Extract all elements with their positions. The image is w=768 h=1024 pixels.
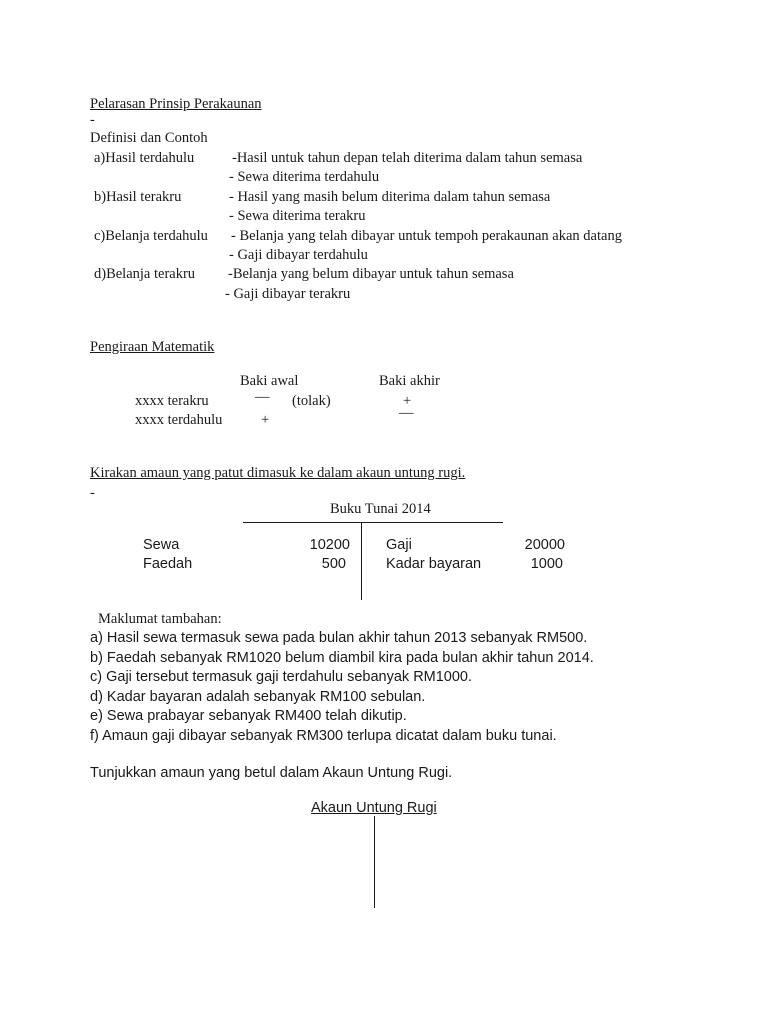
instruction-text: Tunjukkan amaun yang betul dalam Akaun Untung Rugi. — [90, 765, 453, 781]
definition-example-c: - Gaji dibayar terdahulu — [229, 247, 368, 263]
additional-info-item: a) Hasil sewa termasuk sewa pada bulan akhir tahun 2013 sebanyak RM500. — [90, 630, 588, 646]
definition-heading: Definisi dan Contoh — [90, 130, 208, 146]
math-heading: Pengiraan Matematik — [90, 339, 215, 355]
cash-book-top-rule — [243, 522, 503, 523]
cash-book-credit-item: Gaji — [386, 537, 412, 553]
math-col-opening: Baki awal — [240, 373, 299, 389]
definition-meaning-a: -Hasil untuk tahun depan telah diterima dalam tahun semasa — [232, 150, 583, 166]
additional-heading: Maklumat tambahan: — [98, 611, 222, 627]
definition-example-b: - Sewa diterima terakru — [229, 208, 366, 224]
definition-term-b: b)Hasil terakru — [94, 189, 182, 205]
stray-mark: - — [90, 485, 95, 501]
definition-term-c: c)Belanja terdahulu — [94, 228, 208, 244]
pl-account-title: Akaun Untung Rugi — [311, 800, 437, 816]
cash-book-credit-amount: 1000 — [530, 556, 563, 572]
math-minus-symbol: — — [255, 389, 270, 405]
definition-meaning-d: -Belanja yang belum dibayar untuk tahun semasa — [228, 266, 514, 282]
definition-meaning-c: - Belanja yang telah dibayar untuk tempoh perakaunan akan datang — [231, 228, 622, 244]
additional-info-item: e) Sewa prabayar sebanyak RM400 telah dikutip. — [90, 708, 407, 724]
definition-example-a: - Sewa diterima terdahulu — [229, 169, 380, 185]
question-text: Kirakan amaun yang patut dimasuk ke dalam akaun untung rugi. — [90, 465, 466, 481]
additional-info-item: f) Amaun gaji dibayar sebanyak RM300 terlupa dicatat dalam buku tunai. — [90, 728, 557, 744]
cash-book-debit-amount: 500 — [321, 556, 346, 572]
cash-book-debit-amount: 10200 — [309, 537, 350, 553]
math-row-label-prepaid: xxxx terdahulu — [135, 412, 223, 428]
definition-term-a: a)Hasil terdahulu — [94, 150, 195, 166]
cash-book-debit-item: Sewa — [143, 537, 180, 553]
cash-book-debit-item: Faedah — [143, 556, 193, 572]
math-note-tolak: (tolak) — [292, 393, 331, 409]
page-title: Pelarasan Prinsip Perakaunan — [90, 96, 262, 112]
math-plus-symbol: + — [261, 412, 270, 428]
cash-book-credit-item: Kadar bayaran — [386, 556, 482, 572]
math-minus-symbol: — — [399, 405, 414, 421]
math-plus-symbol: + — [403, 393, 412, 409]
cash-book-divider — [361, 522, 362, 600]
cash-book-title: Buku Tunai 2014 — [330, 501, 431, 517]
additional-info-item: c) Gaji tersebut termasuk gaji terdahulu sebanyak RM1000. — [90, 669, 473, 685]
pl-account-divider — [374, 816, 375, 908]
stray-mark: - — [90, 112, 95, 128]
cash-book-credit-amount: 20000 — [524, 537, 565, 553]
additional-info-item: b) Faedah sebanyak RM1020 belum diambil kira pada bulan akhir tahun 2014. — [90, 650, 594, 666]
definition-meaning-b: - Hasil yang masih belum diterima dalam tahun semasa — [229, 189, 551, 205]
additional-info-item: d) Kadar bayaran adalah sebanyak RM100 sebulan. — [90, 689, 426, 705]
definition-term-d: d)Belanja terakru — [94, 266, 196, 282]
definition-example-d: - Gaji dibayar terakru — [225, 286, 351, 302]
math-col-closing: Baki akhir — [379, 373, 440, 389]
math-row-label-accrued: xxxx terakru — [135, 393, 209, 409]
